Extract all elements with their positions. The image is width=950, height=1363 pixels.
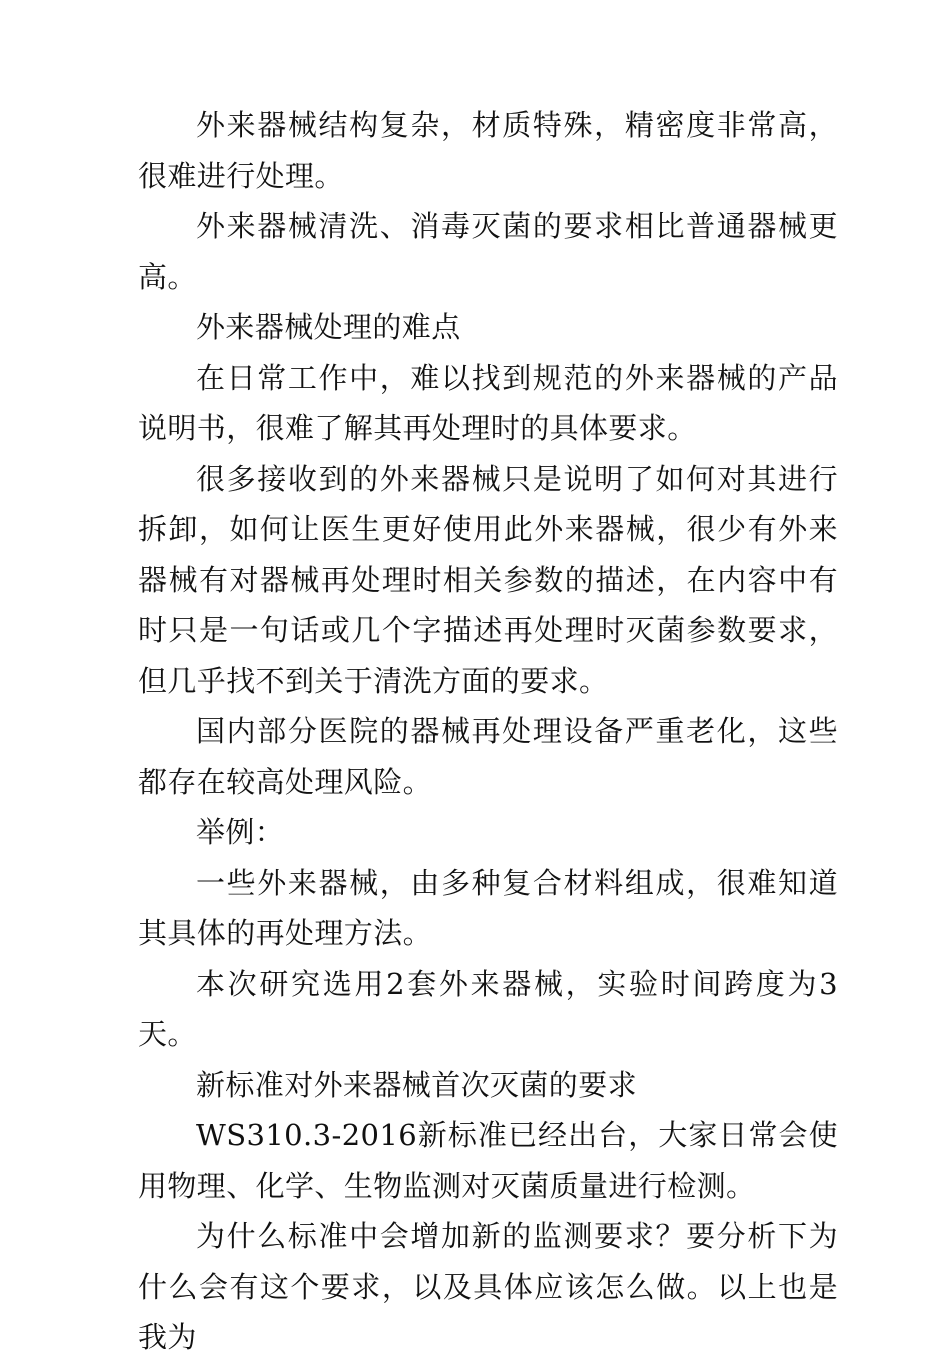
paragraph-7: 举例： (196, 815, 285, 849)
document-body (138, 100, 838, 1363)
paragraph-6: 国内部分医院的器械再处理设备严重老化，这些都存在较高处理风险。 (138, 714, 838, 799)
paragraph-5: 很多接收到的外来器械只是说明了如何对其进行拆卸，如何让医生更好使用此外来器械，很少有外来器械有对器械再处理时相关参数的描述，在内容中有时只是一句话或几个字描述再处理时灭菌参数要求，但几乎找不到关于清洗方面的要求。 (138, 461, 838, 698)
paragraph-3: 外来器械处理的难点 (196, 310, 461, 344)
paragraph-10: 新标准对外来器械首次灭菌的要求 (196, 1067, 638, 1102)
paragraph-4: 在日常工作中，难以找到规范的外来器械的产品说明书，很难了解其再处理时的具体要求。 (138, 360, 838, 445)
paragraph-9: 本次研究选用2套外来器械，实验时间跨度为3天。 (138, 966, 838, 1051)
paragraph-12: 为什么标准中会增加新的监测要求？要分析下为什么会有这个要求，以及具体应该怎么做。以上也是我为 (138, 1219, 838, 1354)
paragraph-11: WS310.3-2016新标准已经出台，大家日常会使用物理、化学、生物监测对灭菌质量进行检测。 (138, 1118, 838, 1203)
paragraph-2: 外来器械清洗、消毒灭菌的要求相比普通器械更高。 (138, 209, 838, 294)
paragraph-1: 外来器械结构复杂，材质特殊，精密度非常高，很难进行处理。 (138, 108, 838, 193)
paragraph-8: 一些外来器械，由多种复合材料组成，很难知道其具体的再处理方法。 (138, 865, 838, 950)
